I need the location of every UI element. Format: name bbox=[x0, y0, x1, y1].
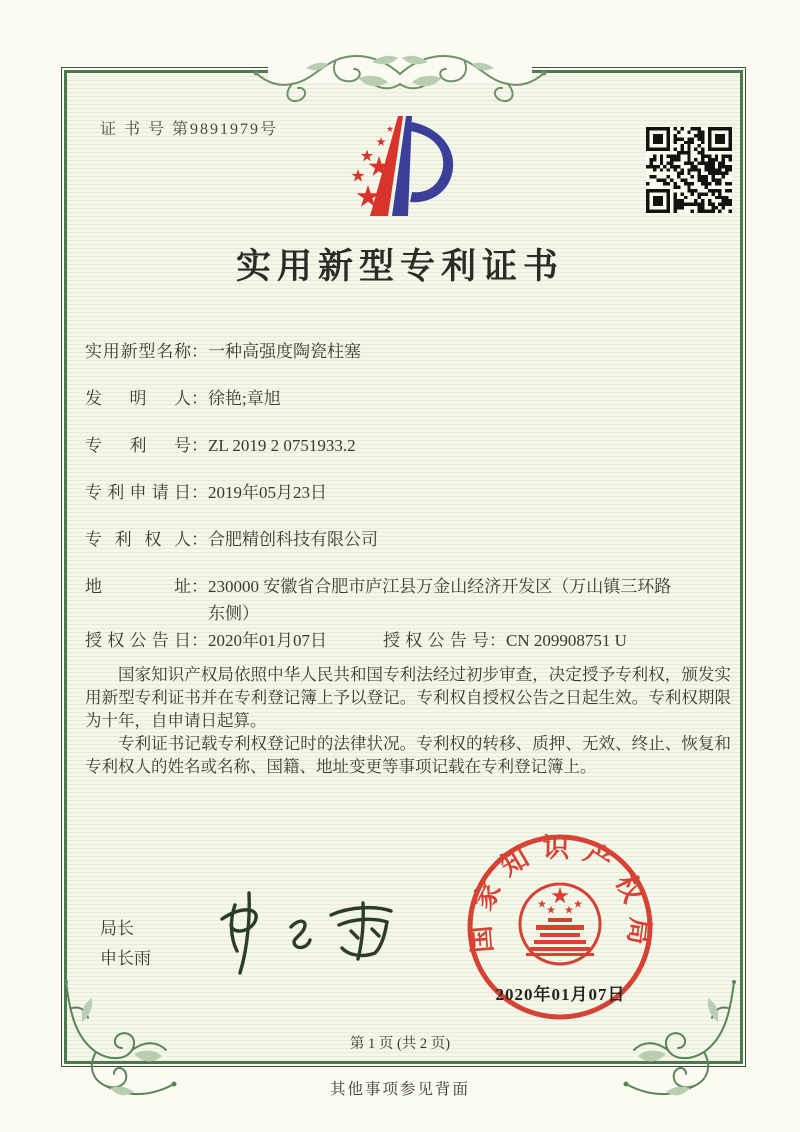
field-value: 徐艳;章旭 bbox=[208, 389, 281, 408]
svg-text:国家知识产权局: 国家知识产权局 bbox=[464, 832, 656, 959]
field-label: 专利号 bbox=[85, 436, 191, 455]
field-value: 230000 安徽省合肥市庐江县万金山经济开发区（万山镇三环路东侧） bbox=[208, 577, 672, 623]
certificate-number: 证 书 号 第9891979号 bbox=[100, 121, 279, 138]
field-label: 授权公告号 bbox=[383, 631, 489, 650]
field-label: 授权公告日 bbox=[85, 631, 191, 650]
paragraph-1: 国家知识产权局依照中华人民共和国专利法经过初步审查，决定授予专利权，颁发实用新型专利证书并在专利登记簿上予以登记。专利权自授权公告之日起生效。专利权期限为十年，自申请日起算。 bbox=[85, 665, 731, 730]
qr-code bbox=[646, 127, 732, 213]
legal-text bbox=[85, 663, 731, 778]
signer-title: 局长 bbox=[100, 919, 134, 938]
certificate-title: 实用新型专利证书 bbox=[235, 247, 564, 286]
field-label: 地址 bbox=[85, 577, 191, 596]
field-value: CN 209908751 U bbox=[506, 631, 627, 650]
field-value: 合肥精创科技有限公司 bbox=[208, 530, 378, 549]
field-value: 2020年01月07日 bbox=[208, 631, 327, 650]
field-row-name: 实用新型名称：一种高强度陶瓷柱塞 bbox=[85, 338, 725, 365]
field-label: 发明人 bbox=[85, 389, 191, 408]
field-label: 实用新型名称 bbox=[85, 342, 191, 361]
field-value: 一种高强度陶瓷柱塞 bbox=[208, 342, 361, 361]
signer-block bbox=[100, 914, 151, 974]
field-label: 专利权人 bbox=[85, 530, 191, 549]
signer-name: 申长雨 bbox=[100, 949, 151, 968]
paragraph-2: 专利证书记载专利权登记时的法律状况。专利权的转移、质押、无效、终止、恢复和专利权人的姓名或名称、国籍、地址变更等事项记载在专利登记簿上。 bbox=[85, 734, 731, 776]
page-indicator: 第 1 页 (共 2 页) bbox=[349, 1036, 451, 1052]
field-row-patent-no: 专利号：ZL 2019 2 0751933.2 bbox=[85, 432, 725, 459]
field-value: ZL 2019 2 0751933.2 bbox=[208, 436, 356, 455]
field-row-patentee: 专利权人：合肥精创科技有限公司 bbox=[85, 526, 725, 553]
field-label: 专利申请日 bbox=[85, 483, 191, 502]
back-note: 其他事项参见背面 bbox=[329, 1081, 470, 1098]
seal-date: 2020年01月07日 bbox=[495, 985, 626, 1004]
field-row-inventor: 发明人：徐艳;章旭 bbox=[85, 385, 725, 412]
signature-icon bbox=[205, 885, 415, 980]
guilloche-top-ornament-icon bbox=[240, 40, 560, 106]
field-row-grant: 授权公告日：2020年01月07日 授权公告号：CN 209908751 U bbox=[85, 627, 725, 654]
certificate-fields bbox=[85, 338, 725, 674]
field-row-address: 地址：230000 安徽省合肥市庐江县万金山经济开发区（万山镇三环路东侧） bbox=[85, 573, 725, 627]
field-value: 2019年05月23日 bbox=[208, 483, 327, 502]
cnipa-logo-icon bbox=[332, 110, 462, 226]
field-row-filing-date: 专利申请日：2019年05月23日 bbox=[85, 479, 725, 506]
